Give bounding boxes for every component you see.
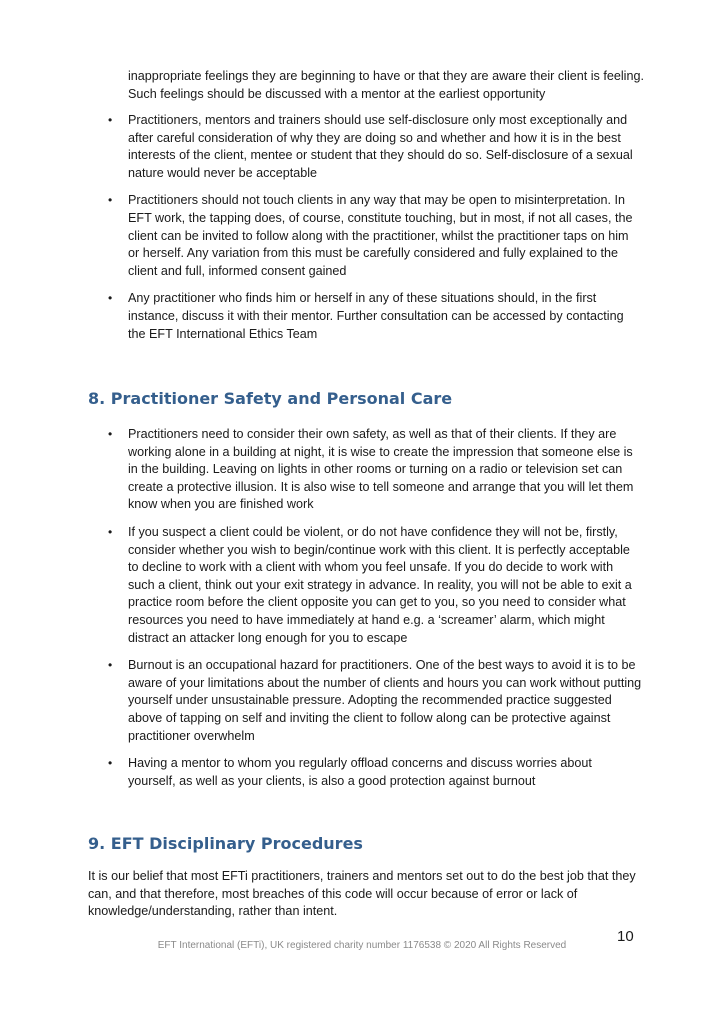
bullet-icon: • (108, 193, 113, 208)
bullet-icon: • (108, 658, 113, 673)
section-9-heading: 9. EFT Disciplinary Procedures (88, 834, 363, 853)
list-item (0, 112, 642, 182)
page-footer: EFT International (EFTi), UK registered charity number 1176538 © 2020 All Rights Reserved (157, 940, 567, 951)
list-item-text: Practitioners should not touch clients in any way that may be open to misinterpretation. In EFT work, the tapping does, of course, constitute touching, but in most, if not all cases, the client can be invited to follow along with the practitioner, whilst the practitioner taps on him or herself. Any variation from this must be carefully considered and fully explained to the client and full, informed consent gained (128, 193, 633, 278)
section-9-paragraph: It is our belief that most EFTi practitioners, trainers and mentors set out to do the best job that they can, and that therefore, most breaches of this code will occur because of error or lack of knowledge/understanding, rather than intent. (88, 869, 636, 919)
bullet-icon: • (108, 427, 113, 441)
safety-bullet-list (0, 426, 642, 800)
list-item-text: If you suspect a client could be violent, or do not have confidence they will not be, firstly, consider whether you wish to begin/continue work with this client. It is perfectly acceptable to decline to work with a client with whom you feel unsafe. If you do decide to work with such a client, think out your exit strategy in advance. In reality, you will not be able to exit a practice room before the client opposite you can get to you, so you need to consider what resources you need to have immediately at hand e.g. a ‘screamer’ alarm, which might distract an attacker long enough for you to escape (128, 524, 632, 645)
list-item-text: Practitioners need to consider their own safety, as well as that of their clients. If they are working alone in a building at night, it is wise to create the impression that someone else is in the building. Leaving on lights in other rooms or turning on a radio or television set can create a protective illusion. It is also wise to tell someone and arrange that you will let them know when you are finished work (128, 427, 634, 512)
list-item (0, 755, 642, 790)
bullet-icon: • (108, 756, 113, 771)
list-item-text: Burnout is an occupational hazard for practitioners. One of the best ways to avoid it is to be aware of your limitations about the number of clients and hours you can work without putting yourself under unsustainable pressure. Adopting the recommended practice suggested above of tapping on self and inviting the client to follow along can be protective against practitioner overwhelm (128, 658, 642, 743)
list-item-text: Any practitioner who finds him or herself in any of these situations should, in the first instance, discuss it with their mentor. Further consultation can be accessed by contacting the EFT International Ethics Team (128, 291, 624, 341)
list-item-text: Having a mentor to whom you regularly offload concerns and discuss worries about yourself, as well as your clients, is also a good protection against burnout (128, 756, 592, 788)
list-item (0, 524, 642, 647)
conduct-bullet-list (0, 112, 642, 353)
list-item (0, 290, 642, 343)
page-number: 10 (617, 928, 634, 945)
bullet-icon: • (108, 291, 113, 306)
bullet-icon: • (108, 113, 113, 127)
list-item-text: Practitioners, mentors and trainers should use self-disclosure only most exceptionally and after careful consideration of why they are doing so and whether and how it is in the best interests of the client, mentee or student that they should do so. Self-disclosure of a sexual nature would never be acceptable (128, 113, 633, 180)
list-item (0, 657, 642, 745)
list-item (0, 426, 642, 514)
bullet-icon: • (108, 524, 113, 539)
section-8-heading: 8. Practitioner Safety and Personal Care (88, 389, 453, 408)
continuation-paragraph: inappropriate feelings they are beginning to have or that they are aware their client is feeling. Such feelings should be discussed with a mentor at the earliest opportunity (128, 69, 644, 101)
list-item (0, 192, 642, 280)
